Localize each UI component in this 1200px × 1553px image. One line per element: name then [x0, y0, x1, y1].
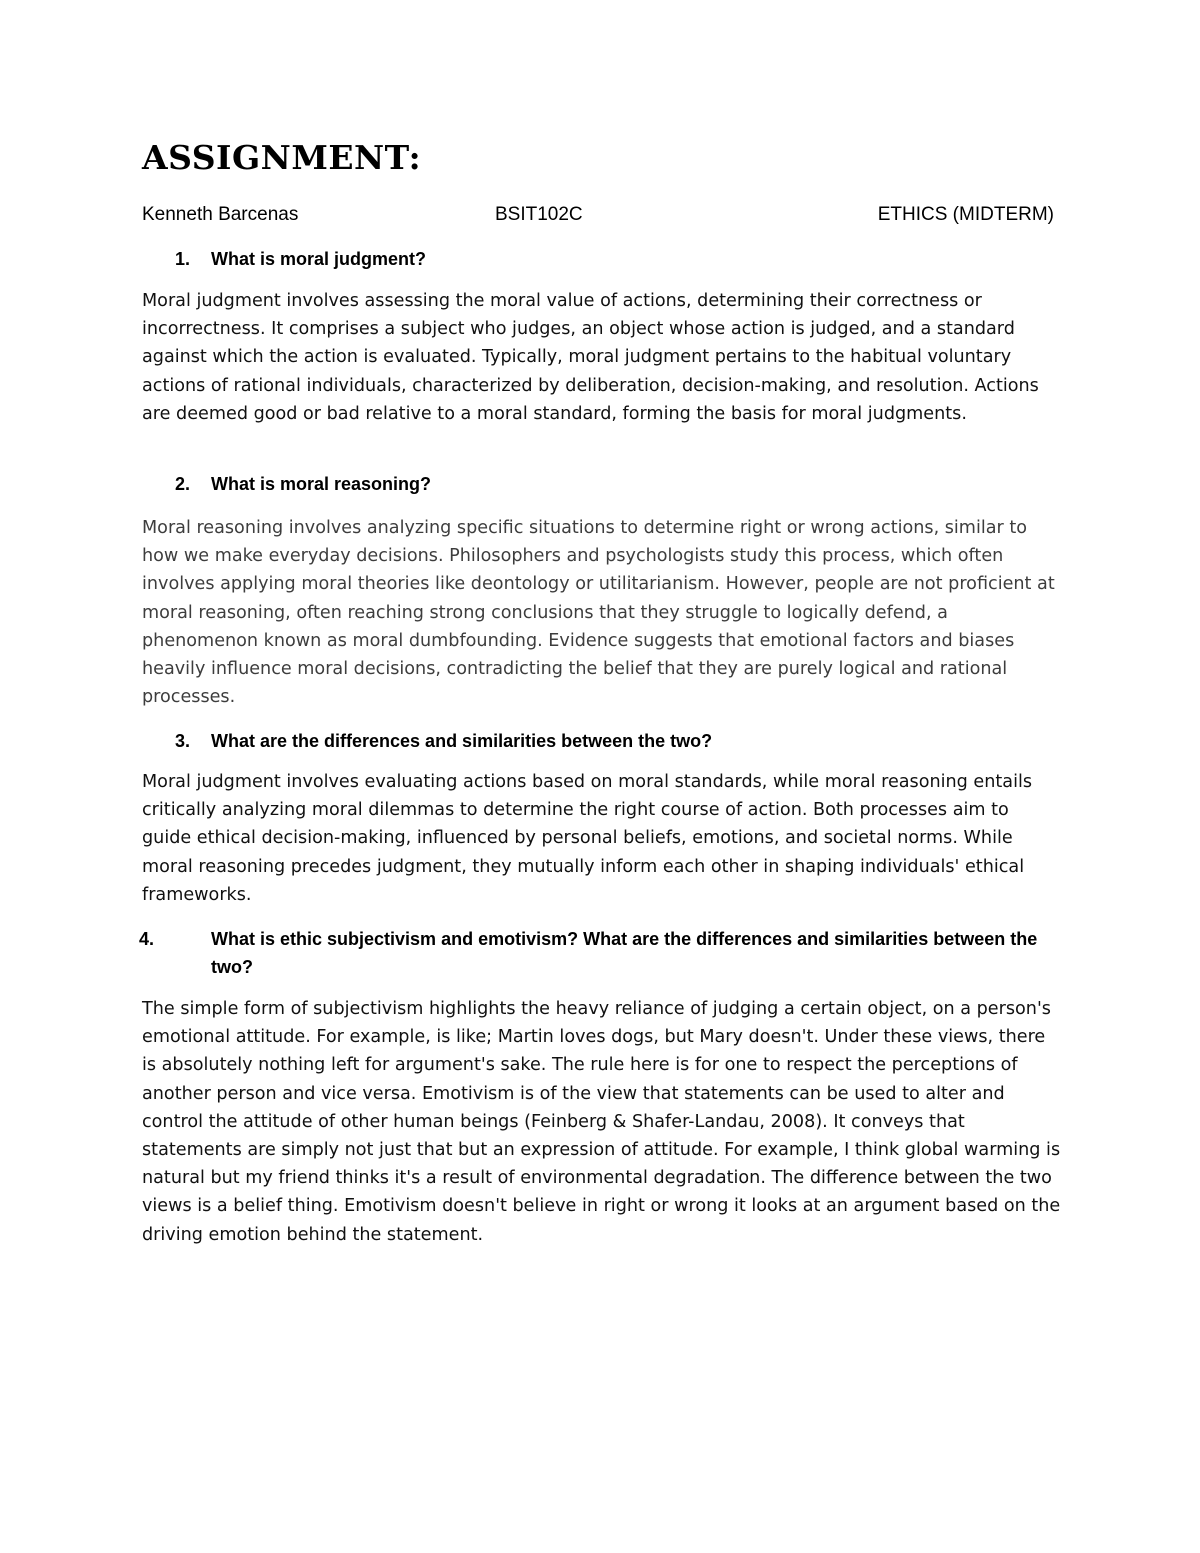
question-number: 1. [175, 249, 191, 269]
question-text: What is moral reasoning? [211, 474, 432, 494]
question-text: What is moral judgment? [211, 249, 427, 269]
question-4 [139, 925, 1071, 981]
question-number: 3. [175, 731, 191, 751]
question-text: What is ethic subjectivism and emotivism? What are the differences and similarities between the two? [211, 929, 1038, 977]
answer-1: Moral judgment involves assessing the moral value of actions, determining their correctness or incorrectness. It comprises a subject who judges, an object whose action is judged, and a standard against which the action is evaluated. Typically, moral judgment pertains to the habitual voluntary actions of rational individuals, characterized by deliberation, decision-making, and resolution. Actions are deemed good or bad relative to a moral standard, forming the basis for moral judgments. [142, 291, 1039, 424]
header-info-row [142, 202, 1054, 228]
question-2 [175, 470, 1055, 498]
class-section: BSIT102C [495, 204, 583, 225]
course-name: ETHICS (MIDTERM) [877, 204, 1054, 225]
answer-4: The simple form of subjectivism highlights the heavy reliance of judging a certain object, on a person's emotional attitude. For example, is like; Martin loves dogs, but Mary doesn't. Under these views, there is absolutely nothing left for argument's sake. The rule here is for one to respect the perceptions of another person and vice versa. Emotivism is of the view that statements can be used to alter and control the attitude of other human beings (Feinberg & Shafer-Landau, 2008). It conveys that statements are simply not just that but an expression of attitude. For example, I think global warming is natural but my friend thinks it's a result of environmental degradation. The difference between the two views is a belief thing. Emotivism doesn't believe in right or wrong it looks at an argument based on the driving emotion behind the statement. [142, 999, 1061, 1245]
student-name: Kenneth Barcenas [142, 204, 299, 225]
question-3 [175, 727, 1055, 755]
question-number: 4. [139, 929, 155, 949]
question-text: What are the differences and similarities between the two? [211, 731, 713, 751]
answer-3: Moral judgment involves evaluating actions based on moral standards, while moral reasoning entails critically analyzing moral dilemmas to determine the right course of action. Both processes aim to guide ethical decision-making, influenced by personal beliefs, emotions, and societal norms. While moral reasoning precedes judgment, they mutually inform each other in shaping individuals' ethical frameworks. [142, 772, 1033, 905]
document-title: ASSIGNMENT: [142, 138, 422, 177]
answer-2: Moral reasoning involves analyzing specific situations to determine right or wrong actions, similar to how we make everyday decisions. Philosophers and psychologists study this process, which often involves applying moral theories like deontology or utilitarianism. However, people are not proficient at moral reasoning, often reaching strong conclusions that they struggle to logically defend, a phenomenon known as moral dumbfounding. Evidence suggests that emotional factors and biases heavily influence moral decisions, contradicting the belief that they are purely logical and rational processes. [142, 518, 1055, 708]
question-number: 2. [175, 474, 191, 494]
question-1 [175, 245, 1055, 273]
